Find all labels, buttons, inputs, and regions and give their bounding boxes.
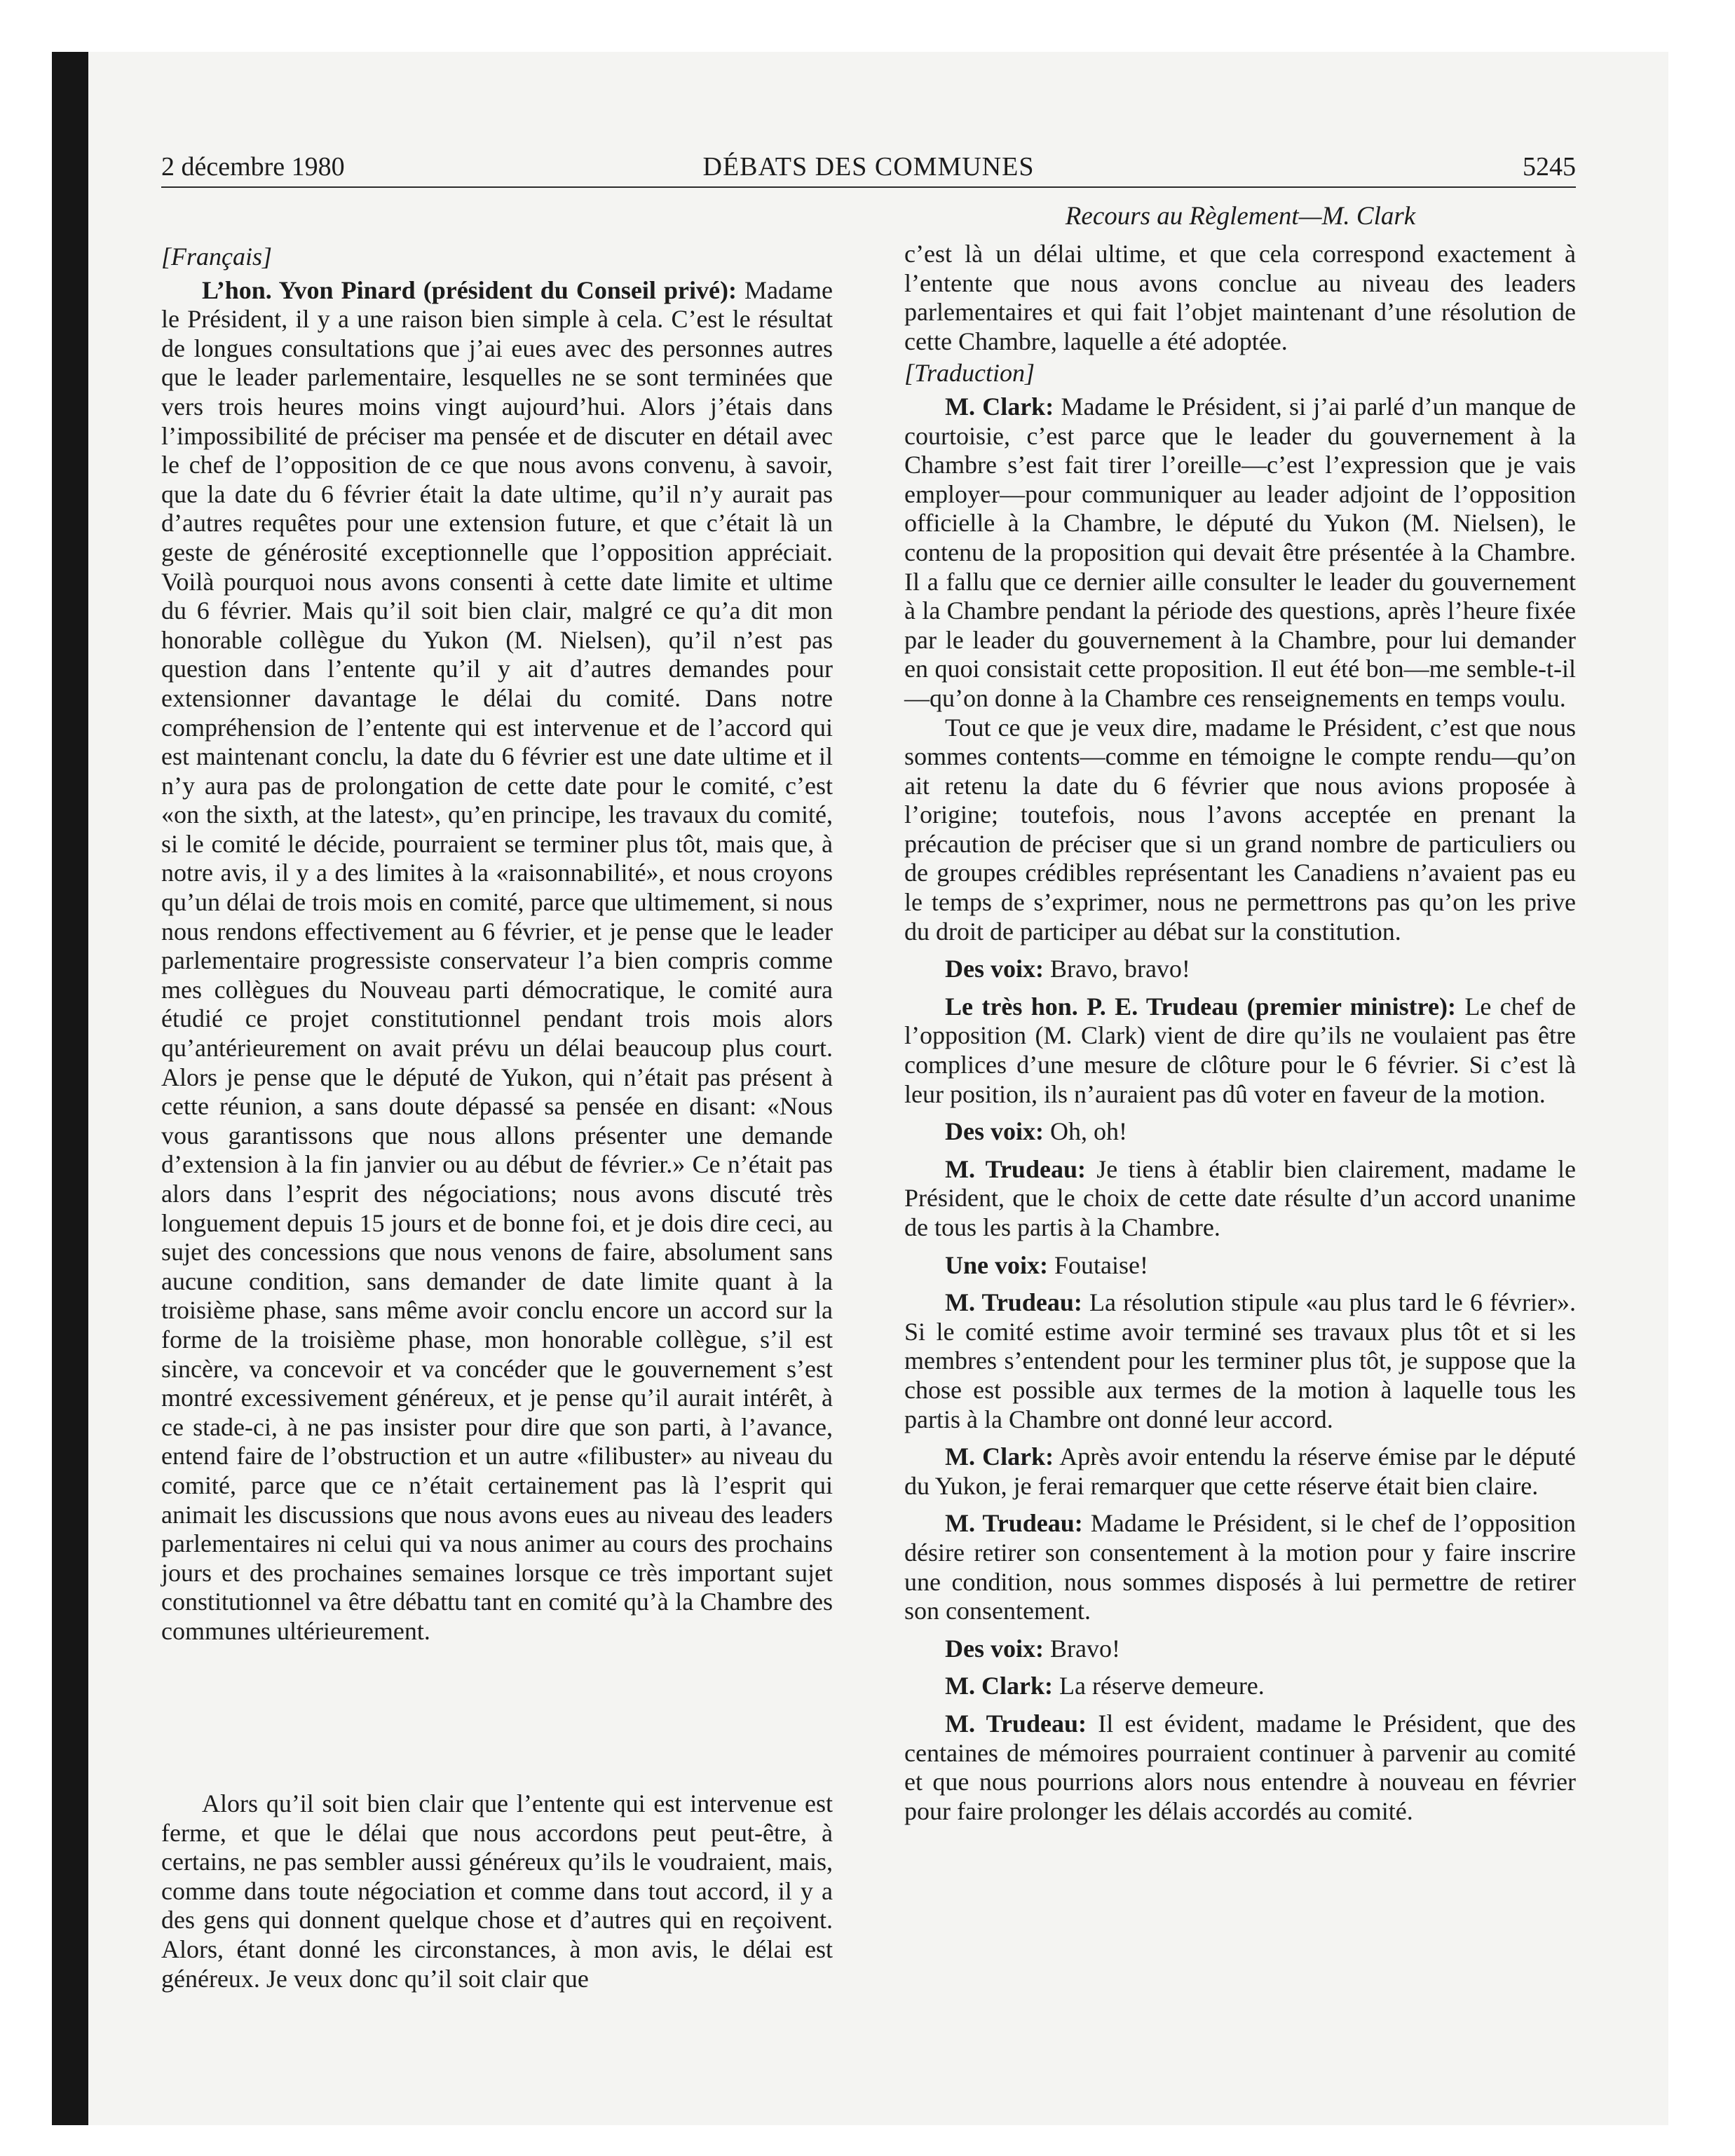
speech-text: Madame le Président, il y a une raison bien simple à cela. C’est le résultat de longues consultations que j’ai eues avec des personnes autres que le leader parlementaire, lesquelles ne se sont terminées que vers trois heures moins vingt aujourd’hui. Alors j’étais dans l’impossibilité de préciser ma pensée et de discuter en détail avec le chef de l’opposition de ce que nous avons convenu, à savoir, que la date du 6 février était la date ultime, qu’il n’y aurait pas d’autres requêtes pour une extension future, et que c’était là un geste de générosité exceptionnelle que l’opposition appréciait. Voilà pourquoi nous avons consenti à cette date limite et ultime du 6 février. Mais qu’il soit bien clair, malgré ce qu’a dit mon honorable collègue du Yukon (M. Nielsen), qu’il n’est pas question dans l’entente qu’il y ait d’autres demandes pour extensionner davantage le délai du comité. Dans notre compréhension de l’entente qui est intervenue et de l’accord qui est maintenant conclu, la date du 6 février est une date ultime et il n’y aura pas de prolongation de cette date pour le comité, c’est «on the sixth, at the latest», qu’en principe, les travaux du comité, si le comité le décide, pourraient se terminer plus tôt, mais que, à notre avis, il y a des limites à la «raisonnabilité», et nous croyons qu’un délai de trois mois en comité, parce que ultimement, si nous nous rendons effectivement au 6 février, et je pense que le leader parlementaire progressiste conservateur l’a bien compris comme mes collègues du Nouveau parti démocratique, le comité aura étudié ce projet constitutionnel pendant trois mois alors qu’antérieurement on avait prévu un délai beaucoup plus court. Alors je pense que le député de Yukon, qui n’était pas présent à cette réunion, a sans doute dépassé sa pensée en disant: «Nous vous garantissons que nous allons présenter une demande d’extension à la fin janvier ou au début de février.» Ce n’était pas alors dans l’esprit des négociations; nous avons discuté très longuement depuis 15 jours et de bonne foi, et je dois dire ceci, au sujet des concessions que nous venons de faire, absolument sans aucune condition, sans demander de date limite quant à la troisième phase, sans même avoir conclu encore un accord sur la forme de la troisième phase, mon honorable collègue, s’il est sincère, va concevoir et va concéder que le gouvernement s’est montré excessivement généreux, et je pense qu’il aurait intérêt, à ce stade-ci, à ne pas insister pour dire que son parti, à l’avance, entend faire de l’obstruction et un autre «filibuster» au niveau du comité, parce que ce n’était certainement pas là l’esprit qui animait les discussions que nous avons eues au niveau des leaders parlementaires ni celui qui va nous animer au cours des prochains jours et des prochaines semaines lorsque ce très important sujet constitutionnel va être débattu tant en comité qu’à la Chambre des communes ultérieurement. (161, 275, 834, 1645)
speech-paragraph (904, 1155, 1576, 1243)
speaker-name: Des voix: (945, 1117, 1044, 1146)
speaker-name: Des voix: (945, 1634, 1044, 1663)
speech-paragraph (904, 1251, 1576, 1281)
speech-text: Bravo! (1043, 1634, 1120, 1663)
right-column (904, 240, 1576, 1826)
header-rule (161, 186, 1576, 188)
speech-paragraph (904, 1288, 1576, 1434)
speaker-name: M. Clark: (945, 392, 1054, 421)
scan-border (52, 52, 88, 2125)
speech-paragraph (904, 393, 1576, 714)
speech-text: Après avoir entendu la réserve émise par le député du Yukon, je ferai remarquer que cette réserve était bien claire. (904, 1442, 1576, 1500)
publication-title: DÉBATS DES COMMUNES (702, 152, 1035, 182)
speech-text: Oh, oh! (1043, 1117, 1127, 1146)
speech-paragraph: Alors qu’il soit bien clair que l’entente qui est intervenue est ferme, et que le délai que nous accordons peut peut-être, à certains, ne pas sembler aussi généreux qu’ils le voudraient, mais, comme dans toute négociation et comme dans tout accord, il y a des gens qui donnent quelque chose et d’autres qui en reçoivent. Alors, étant donné les circonstances, à mon avis, le délai est généreux. Je veux donc qu’il soit clair que (161, 1789, 833, 1993)
speech-paragraph (904, 955, 1576, 984)
speech-paragraph (904, 1710, 1576, 1826)
speech-text: Madame le Président, si le chef de l’opposition désire retirer son consentement à la motion pour y faire inscrire une condition, nous sommes disposés à lui permettre de retirer son consentement. (904, 1509, 1576, 1625)
running-head (161, 146, 1576, 188)
speech-continuation: c’est là un délai ultime, et que cela correspond exactement à l’entente que nous avons conclue au niveau des leaders parlementaires et qui fait l’objet maintenant d’une résolution de cette Chambre, laquelle a été adoptée. (904, 240, 1576, 355)
speech-text: Madame le Président, si j’ai parlé d’un manque de courtoisie, c’est parce que le leader du gouvernement à la Chambre s’est fait tirer l’oreille—c’est l’expression que je vais employer—pour communiquer au leader adjoint de l’opposition officielle à la Chambre, le député du Yukon (M. Nielsen), le contenu de la proposition qui devait être présentée à la Chambre. Il a fallu que ce dernier aille consulter le leader du gouvernement à la Chambre pendant la période des questions, après l’heure fixée par le leader du gouvernement à la Chambre, pour lui demander en quoi consistait cette proposition. Il eut été bon—me semble-t-il—qu’on donne à la Chambre ces renseignements en temps voulu. (904, 392, 1577, 712)
speech-paragraph (904, 1635, 1576, 1664)
speaker-name: M. Trudeau: (945, 1154, 1086, 1183)
speaker-name: M. Trudeau: (945, 1709, 1087, 1738)
speaker-name: M. Clark: (945, 1672, 1053, 1700)
language-marker: [Français] (161, 243, 273, 271)
speech-paragraph (904, 1672, 1576, 1701)
left-column (161, 240, 833, 1646)
section-title: Recours au Règlement—M. Clark (1065, 202, 1416, 231)
speech-text: Je tiens à établir bien clairement, madame le Président, que le choix de cette date résulte d’un accord unanime de tous les partis à la Chambre. (904, 1154, 1576, 1241)
speech-paragraph (904, 1509, 1576, 1625)
speaker-name: M. Trudeau: (945, 1288, 1082, 1317)
speech-paragraph: Tout ce que je veux dire, madame le Président, c’est que nous sommes contents—comme en témoigne le compte rendu—qu’on ait retenu la date du 6 février que nous avions proposée à l’origine; toutefois, nous l’avons acceptée en prenant la précaution de préciser que si un grand nombre de particuliers ou de groupes crédibles représentant les Canadiens n’avaient pas eu le temps de s’exprimer, nous ne permettrons pas qu’on les prive du droit de participer au débat sur la constitution. (904, 713, 1576, 946)
speaker-name: L’hon. Yvon Pinard (président du Conseil privé): (202, 275, 737, 304)
speech-text: Bravo, bravo! (1043, 955, 1190, 983)
speech-text: La résolution stipule «au plus tard le 6 février». Si le comité estime avoir terminé ses travaux plus tôt et si les membres s’entendent pour les terminer plus tôt, je suppose que la chose est possible aux termes de la motion à laquelle tous les partis à la Chambre ont donné leur accord. (904, 1288, 1576, 1433)
left-column-continued (161, 1789, 833, 1993)
speaker-name: M. Clark: (945, 1442, 1054, 1471)
speaker-name: Le très hon. P. E. Trudeau (premier ministre): (945, 992, 1456, 1021)
speaker-name: M. Trudeau: (945, 1509, 1083, 1538)
header-date: 2 décembre 1980 (161, 152, 345, 182)
page-number: 5245 (1523, 152, 1576, 182)
speech-paragraph (161, 276, 833, 1646)
speech-text: La réserve demeure. (1052, 1672, 1265, 1700)
speech-text: Foutaise! (1048, 1250, 1148, 1279)
speaker-name: Des voix: (945, 955, 1044, 983)
language-marker: [Traduction] (904, 359, 1035, 388)
speech-paragraph (904, 1442, 1576, 1501)
speech-text: Il est évident, madame le Président, que des centaines de mémoires pourraient continuer à parvenir au comité et que nous pourrions alors nous entendre à nouveau en février pour faire prolonger les délais accordés au comité. (904, 1709, 1576, 1825)
speech-paragraph (904, 1117, 1576, 1147)
speech-text: Le chef de l’opposition (M. Clark) vient de dire qu’ils ne voulaient pas être complices d’une mesure de clôture pour le 6 février. Si c’est là leur position, ils n’auraient pas dû voter en faveur de la motion. (904, 992, 1576, 1108)
speech-paragraph (904, 992, 1576, 1109)
speaker-name: Une voix: (945, 1250, 1048, 1279)
